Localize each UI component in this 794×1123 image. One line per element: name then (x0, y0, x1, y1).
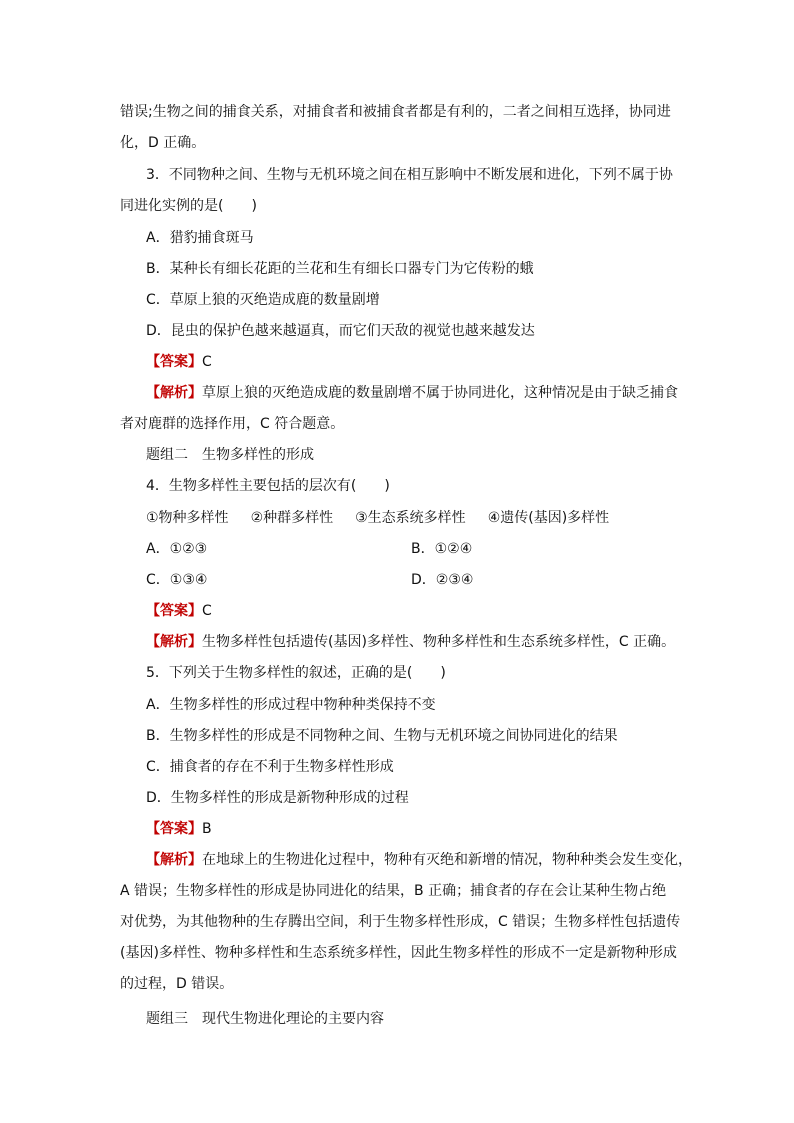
q4-option-c: C．①③④ (146, 572, 208, 588)
q3-stem-line-2: 同进化实例的是( ) (120, 198, 257, 214)
q5-analysis-line-2: A 错误；生物多样性的形成是协同进化的结果，B 正确；捕食者的存在会让某种生物占绝 (120, 883, 667, 899)
q3-option-d: D．昆虫的保护色越来越逼真，而它们天敌的视觉也越来越发达 (146, 323, 535, 339)
q3-analysis-line-1 (146, 383, 678, 403)
q3-stem-line-1: 3．不同物种之间、生物与无机环境之间在相互影响中不断发展和进化，下列不属于协 (146, 167, 673, 183)
q5-option-b: B．生物多样性的形成是不同物种之间、生物与无机环境之间协同进化的结果 (146, 728, 618, 744)
q5-analysis-line-5: 的过程，D 错误。 (120, 976, 234, 992)
q2-explanation-line-1: 错误;生物之间的捕食关系，对捕食者和被捕食者都是有利的，二者之间相互选择，协同进 (120, 104, 671, 120)
q4-option-a: A．①②③ (146, 541, 208, 557)
answer-tag: 【答案】 (146, 603, 202, 619)
q5-option-d: D．生物多样性的形成是新物种形成的过程 (146, 790, 409, 806)
answer-value: C (202, 603, 212, 619)
answer-value: C (202, 354, 212, 370)
answer-value: B (202, 821, 212, 837)
q3-option-c: C．草原上狼的灭绝造成鹿的数量剧增 (146, 292, 380, 308)
q5-option-c: C．捕食者的存在不利于生物多样性形成 (146, 759, 394, 775)
analysis-tag: 【解析】 (146, 852, 202, 868)
q4-stem: 4．生物多样性主要包括的层次有( ) (146, 478, 390, 494)
analysis-tag: 【解析】 (146, 634, 202, 650)
q4-item-3: ③生态系统多样性 (355, 510, 466, 526)
q4-items (146, 508, 609, 528)
q5-stem: 5．下列关于生物多样性的叙述，正确的是( ) (146, 665, 446, 681)
q3-answer (146, 352, 212, 372)
q3-option-b: B．某种长有细长花距的兰花和生有细长口器专门为它传粉的蛾 (146, 261, 534, 277)
answer-tag: 【答案】 (146, 354, 202, 370)
q5-analysis-line-1 (146, 850, 692, 870)
analysis-text: 生物多样性包括遗传(基因)多样性、物种多样性和生态系统多样性，C 正确。 (202, 634, 676, 650)
q2-explanation-line-2: 化，D 正确。 (120, 135, 206, 151)
q4-option-d: D．②③④ (411, 572, 474, 588)
q3-option-a: A．猎豹捕食斑马 (146, 230, 254, 246)
q5-option-a: A．生物多样性的形成过程中物种种类保持不变 (146, 697, 436, 713)
q3-analysis-line-2: 者对鹿群的选择作用，C 符合题意。 (120, 416, 345, 432)
q4-item-1: ①物种多样性 (146, 510, 229, 526)
q5-analysis-line-4: (基因)多样性、物种多样性和生态系统多样性，因此生物多样性的形成不一定是新物种形成 (120, 945, 677, 961)
q4-item-2: ②种群多样性 (250, 510, 334, 526)
answer-tag: 【答案】 (146, 821, 202, 837)
q5-analysis-line-3: 对优势，为其他物种的生存腾出空间，利于生物多样性形成，C 错误；生物多样性包括遗传 (120, 914, 681, 930)
q5-answer (146, 819, 212, 839)
analysis-tag: 【解析】 (146, 385, 202, 401)
analysis-text: 在地球上的生物进化过程中，物种有灭绝和新增的情况，物种种类会发生变化， (202, 852, 692, 868)
q4-item-4: ④遗传(基因)多样性 (487, 510, 610, 526)
q4-analysis (146, 632, 675, 652)
group2-title: 题组二 生物多样性的形成 (146, 447, 314, 463)
analysis-text: 草原上狼的灭绝造成鹿的数量剧增不属于协同进化，这种情况是由于缺乏捕食 (202, 385, 678, 401)
q4-answer (146, 601, 212, 621)
q4-option-b: B．①②④ (411, 541, 473, 557)
group3-title: 题组三 现代生物进化理论的主要内容 (146, 1011, 384, 1027)
